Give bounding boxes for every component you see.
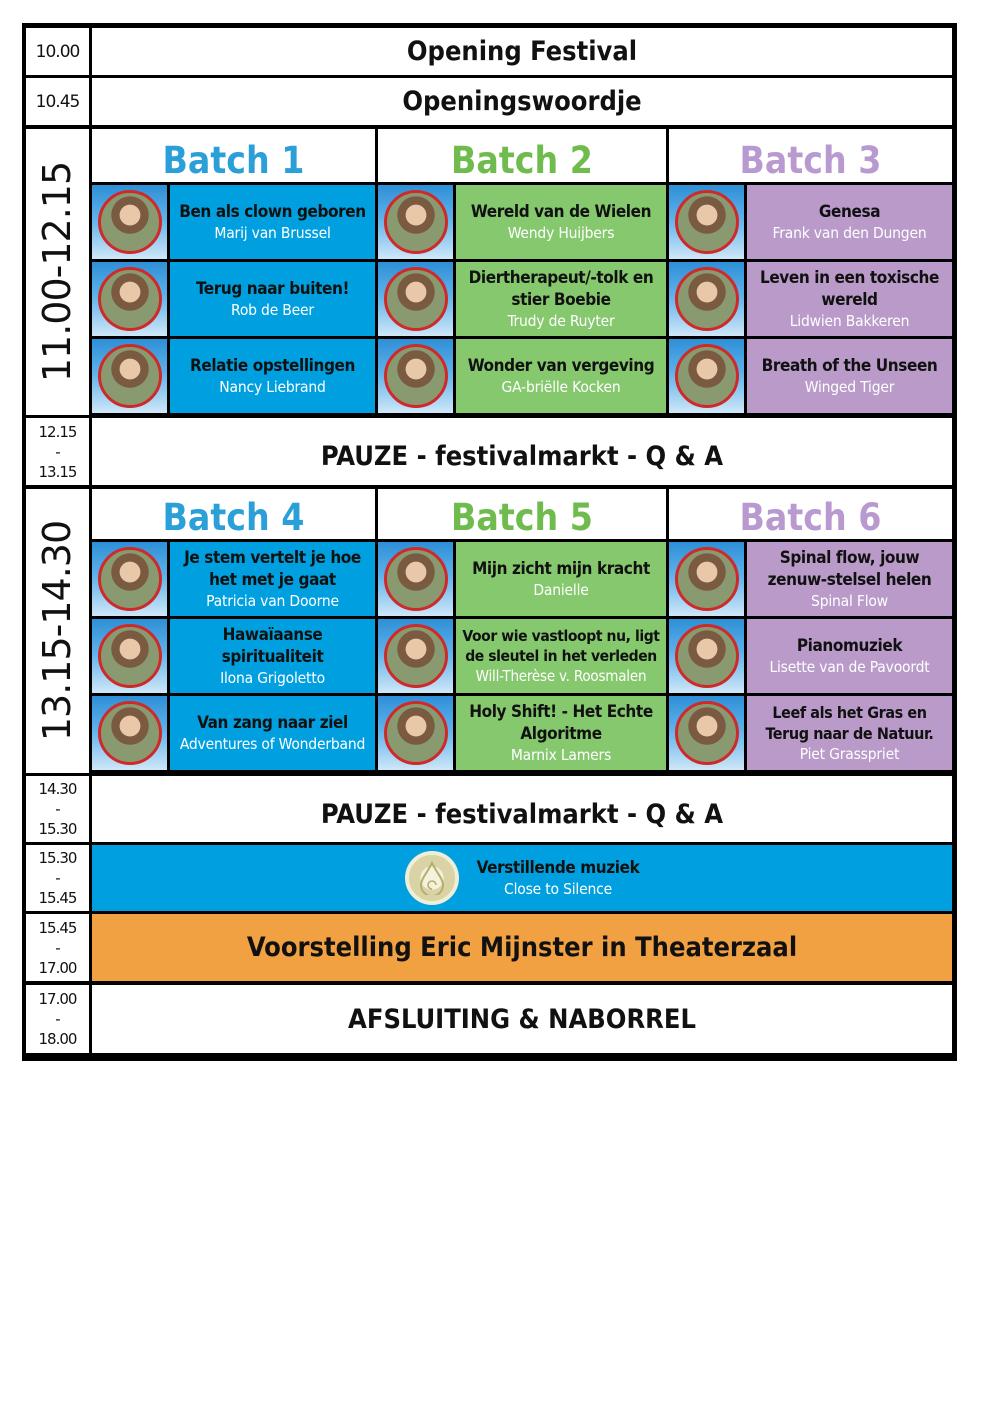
session-title: Ben als clown geboren — [179, 202, 366, 222]
session-card — [170, 339, 375, 413]
session-title: Je stem vertelt je hoe het met je gaat — [184, 548, 361, 590]
session-title: Diertherapeut/-tolk en stier Boebie — [468, 268, 654, 310]
session-card — [747, 262, 952, 336]
session-card — [170, 696, 375, 770]
session-card — [456, 619, 666, 693]
session-title: Relatie opstellingen — [189, 356, 356, 376]
session-speaker: Spinal Flow — [811, 592, 888, 610]
session-speaker: Marij van Brussel — [214, 224, 331, 242]
session-title: Mijn zicht mijn kracht — [472, 559, 650, 579]
session-title: Van zang naar ziel — [197, 713, 348, 733]
session-card — [456, 262, 666, 336]
session-title: Leven in een toxische wereld — [759, 268, 940, 310]
session-card — [747, 339, 952, 413]
avatar — [92, 542, 167, 616]
title-voorstelling: Voorstelling Eric Mijnster in Theaterzaal — [92, 914, 952, 981]
avatar — [378, 696, 453, 770]
session-speaker: Ilona Grigoletto — [220, 669, 325, 687]
time-block-1: 11.00-12.15 — [26, 129, 89, 415]
session-speaker: Patricia van Doorne — [206, 592, 339, 610]
session-card — [170, 542, 375, 616]
batch-1-header: Batch 1 — [92, 129, 375, 182]
session-title: Genesa — [818, 202, 881, 222]
session-speaker: Lisette van de Pavoordt — [769, 658, 930, 676]
avatar — [92, 185, 167, 259]
session-speaker: Nancy Liebrand — [219, 378, 326, 396]
session-card — [747, 619, 952, 693]
avatar — [378, 619, 453, 693]
title-openingswoordje: Openingswoordje — [92, 78, 952, 125]
muziek-title: Verstillende muziek — [476, 858, 640, 878]
session-title: Wonder van vergeving — [467, 356, 655, 376]
avatar — [669, 185, 744, 259]
time-pauze-1: 12.15 - 13.15 — [26, 418, 89, 485]
time-voorstelling: 15.45 - 17.00 — [26, 914, 89, 981]
avatar — [378, 339, 453, 413]
session-title: Holy Shift! - Het Echte Algoritme — [469, 702, 653, 744]
session-card — [170, 185, 375, 259]
session-title: Pianomuziek — [796, 636, 903, 656]
session-card — [456, 696, 666, 770]
avatar — [378, 185, 453, 259]
session-card — [456, 339, 666, 413]
avatar — [92, 619, 167, 693]
muziek-card — [92, 845, 952, 911]
session-speaker: Marnix Lamers — [510, 746, 612, 764]
avatar — [669, 696, 744, 770]
session-title: Spinal flow, jouw zenuw-stelsel helen — [767, 548, 932, 590]
time-afsluiting: 17.00 - 18.00 — [26, 985, 89, 1053]
session-title: Leef als het Gras en Terug naar de Natuur. — [765, 703, 934, 743]
session-speaker: Adventures of Wonderband — [179, 735, 366, 753]
session-speaker: Winged Tiger — [804, 378, 895, 396]
time-opening: 10.00 — [26, 28, 89, 75]
batch-4-header: Batch 4 — [92, 489, 375, 539]
session-card — [747, 185, 952, 259]
session-title: Wereld van de Wielen — [470, 202, 652, 222]
session-speaker: Wendy Huijbers — [507, 224, 615, 242]
muziek-speaker: Close to Silence — [504, 880, 612, 898]
session-title: Hawaïaanse spiritualiteit — [221, 625, 324, 667]
avatar — [92, 696, 167, 770]
session-speaker: GA-briëlle Kocken — [501, 378, 621, 396]
avatar — [378, 542, 453, 616]
session-title: Voor wie vastloopt nu, ligt de sleutel in het verleden — [462, 627, 660, 665]
avatar — [669, 262, 744, 336]
festival-schedule — [22, 23, 957, 1061]
session-speaker: Rob de Beer — [231, 301, 314, 319]
title-opening-festival: Opening Festival — [92, 28, 952, 75]
session-card — [747, 542, 952, 616]
session-title: Terug naar buiten! — [195, 279, 350, 299]
time-muziek: 15.30 - 15.45 — [26, 845, 89, 911]
close-to-silence-logo — [405, 851, 459, 905]
batch-2-header: Batch 2 — [378, 129, 666, 182]
session-speaker: Danielle — [533, 581, 589, 599]
session-card — [170, 619, 375, 693]
session-card — [456, 185, 666, 259]
time-block-2: 13.15-14.30 — [26, 489, 89, 773]
avatar — [669, 542, 744, 616]
avatar — [92, 262, 167, 336]
title-pauze-1: PAUZE - festivalmarkt - Q & A — [92, 418, 952, 485]
avatar — [378, 262, 453, 336]
title-pauze-2: PAUZE - festivalmarkt - Q & A — [92, 776, 952, 842]
session-title: Breath of the Unseen — [761, 356, 938, 376]
session-card — [747, 696, 952, 770]
batch-6-header: Batch 6 — [669, 489, 952, 539]
avatar — [669, 619, 744, 693]
time-pauze-2: 14.30 - 15.30 — [26, 776, 89, 842]
session-speaker: Lidwien Bakkeren — [789, 312, 910, 330]
session-speaker: Will-Therèse v. Roosmalen — [475, 667, 647, 685]
session-speaker: Trudy de Ruyter — [507, 312, 615, 330]
avatar — [669, 339, 744, 413]
session-speaker: Piet Grasspriet — [799, 745, 900, 763]
avatar — [92, 339, 167, 413]
session-card — [456, 542, 666, 616]
session-card — [170, 262, 375, 336]
time-openingswoordje: 10.45 — [26, 78, 89, 125]
session-speaker: Frank van den Dungen — [772, 224, 927, 242]
batch-5-header: Batch 5 — [378, 489, 666, 539]
batch-3-header: Batch 3 — [669, 129, 952, 182]
title-afsluiting: AFSLUITING & NABORREL — [92, 985, 952, 1053]
